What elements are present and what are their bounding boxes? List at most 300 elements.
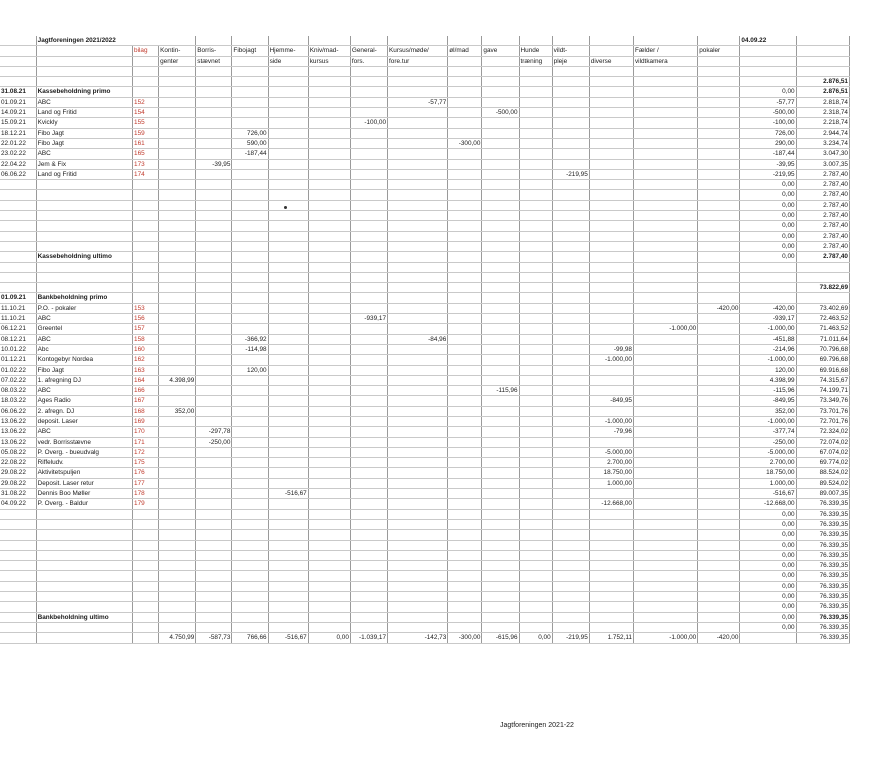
cell — [159, 416, 196, 426]
cell — [519, 602, 552, 612]
cell — [388, 66, 448, 76]
cell — [268, 118, 308, 128]
cell: -1.000,00 — [589, 416, 633, 426]
cell — [519, 108, 552, 118]
cell — [552, 36, 589, 46]
cell — [388, 489, 448, 499]
cell — [698, 602, 740, 612]
cell — [196, 447, 232, 457]
table-row — [0, 592, 850, 602]
cell: -5.000,00 — [589, 447, 633, 457]
cell: 23.02.22 — [0, 149, 36, 159]
cell — [448, 612, 482, 622]
cell: Abc — [36, 344, 132, 354]
table-row — [0, 478, 850, 488]
cell: -219,95 — [740, 169, 796, 179]
cell — [633, 272, 697, 282]
cell — [519, 66, 552, 76]
cell — [0, 540, 36, 550]
cell — [633, 293, 697, 303]
table-row — [0, 149, 850, 159]
cell — [589, 509, 633, 519]
cell — [159, 262, 196, 272]
cell — [36, 262, 132, 272]
cell — [133, 200, 159, 210]
cell — [519, 365, 552, 375]
cell — [268, 612, 308, 622]
cell: ABC — [36, 427, 132, 437]
cell: 0,00 — [740, 540, 796, 550]
cell — [698, 581, 740, 591]
cell — [482, 87, 519, 97]
cell — [196, 386, 232, 396]
cell — [519, 406, 552, 416]
cell — [232, 36, 268, 46]
cell — [519, 118, 552, 128]
table-row — [0, 324, 850, 334]
cell — [698, 324, 740, 334]
cell — [448, 519, 482, 529]
cell — [482, 314, 519, 324]
cell — [232, 396, 268, 406]
column-header — [133, 56, 159, 66]
cell — [589, 77, 633, 87]
cell — [159, 571, 196, 581]
cell — [698, 149, 740, 159]
cell — [552, 396, 589, 406]
cell: 0,00 — [740, 221, 796, 231]
cell — [589, 540, 633, 550]
table-row — [0, 334, 850, 344]
cell — [232, 293, 268, 303]
cell — [388, 561, 448, 571]
cell — [552, 571, 589, 581]
cell — [388, 458, 448, 468]
cell: 72.324,02 — [796, 427, 849, 437]
cell — [448, 447, 482, 457]
cell — [482, 180, 519, 190]
cell — [350, 489, 387, 499]
cell — [232, 118, 268, 128]
cell — [589, 314, 633, 324]
cell — [159, 169, 196, 179]
cell — [448, 314, 482, 324]
cell — [308, 108, 350, 118]
cell — [552, 416, 589, 426]
cell — [698, 519, 740, 529]
cell: 726,00 — [740, 128, 796, 138]
cell — [698, 540, 740, 550]
cell — [552, 344, 589, 354]
cell — [388, 550, 448, 560]
cell — [159, 458, 196, 468]
cell — [482, 221, 519, 231]
cell — [388, 262, 448, 272]
cell — [308, 97, 350, 107]
cell: -939,17 — [350, 314, 387, 324]
cell — [196, 169, 232, 179]
cell — [133, 87, 159, 97]
cell — [633, 221, 697, 231]
cell — [232, 375, 268, 385]
cell — [159, 581, 196, 591]
cell — [589, 386, 633, 396]
cell: 06.06.22 — [0, 406, 36, 416]
cell — [482, 293, 519, 303]
cell — [633, 602, 697, 612]
cell — [552, 159, 589, 169]
cell — [519, 303, 552, 313]
cell — [133, 540, 159, 550]
cell: 31.08.22 — [0, 489, 36, 499]
cell — [448, 66, 482, 76]
cell — [268, 314, 308, 324]
cell — [633, 437, 697, 447]
cell: -79,96 — [589, 427, 633, 437]
cell: Fibo Jagt — [36, 128, 132, 138]
cell — [552, 241, 589, 251]
cell — [740, 66, 796, 76]
cell — [519, 447, 552, 457]
cell: 179 — [133, 499, 159, 509]
cell — [196, 375, 232, 385]
column-header — [232, 56, 268, 66]
cell — [633, 386, 697, 396]
cell — [698, 489, 740, 499]
cell — [698, 427, 740, 437]
cell — [196, 77, 232, 87]
cell: 71.463,52 — [796, 324, 849, 334]
table-row — [0, 128, 850, 138]
cell — [196, 252, 232, 262]
column-header: pleje — [552, 56, 589, 66]
cell — [350, 200, 387, 210]
cell — [388, 108, 448, 118]
cell — [268, 190, 308, 200]
cell — [232, 427, 268, 437]
sheet-date: 04.09.22 — [740, 36, 796, 46]
cell: -1.039,17 — [350, 633, 387, 643]
cell — [350, 509, 387, 519]
cell — [308, 396, 350, 406]
cell — [36, 581, 132, 591]
cell — [552, 66, 589, 76]
cell — [350, 540, 387, 550]
cell: 06.12.21 — [0, 324, 36, 334]
cell — [350, 159, 387, 169]
cell — [232, 108, 268, 118]
cell: deposit. Laser — [36, 416, 132, 426]
cell — [308, 241, 350, 251]
cell: 152 — [133, 97, 159, 107]
cell — [133, 581, 159, 591]
cell — [448, 489, 482, 499]
cell — [268, 252, 308, 262]
cell: 01.12.21 — [0, 355, 36, 365]
cell — [740, 272, 796, 282]
cell — [698, 190, 740, 200]
cell — [232, 437, 268, 447]
cell — [698, 416, 740, 426]
cell — [388, 437, 448, 447]
cell: -39,95 — [196, 159, 232, 169]
cell — [350, 344, 387, 354]
cell: 1.000,00 — [589, 478, 633, 488]
cell — [482, 602, 519, 612]
cell — [36, 550, 132, 560]
cell — [698, 530, 740, 540]
cell — [308, 386, 350, 396]
cell — [519, 550, 552, 560]
cell — [350, 293, 387, 303]
cell — [268, 509, 308, 519]
cell — [308, 612, 350, 622]
cell: -1.000,00 — [740, 416, 796, 426]
table-row — [0, 437, 850, 447]
cell — [448, 355, 482, 365]
cell — [268, 221, 308, 231]
cell — [159, 396, 196, 406]
table-row — [0, 509, 850, 519]
cell — [552, 427, 589, 437]
cell — [232, 231, 268, 241]
cell: -849,95 — [589, 396, 633, 406]
table-row — [0, 211, 850, 221]
cell — [448, 375, 482, 385]
cell — [0, 550, 36, 560]
table-row — [0, 375, 850, 385]
cell — [196, 211, 232, 221]
cell — [448, 169, 482, 179]
cell — [308, 499, 350, 509]
cell — [232, 612, 268, 622]
column-header: træning — [519, 56, 552, 66]
cell — [133, 592, 159, 602]
cell: 3.007,35 — [796, 159, 849, 169]
cell — [796, 272, 849, 282]
cell — [448, 272, 482, 282]
cell — [519, 77, 552, 87]
cell — [232, 561, 268, 571]
cell: 73.402,69 — [796, 303, 849, 313]
cell — [519, 355, 552, 365]
cell — [698, 221, 740, 231]
cell — [448, 530, 482, 540]
cell — [268, 344, 308, 354]
cell — [448, 190, 482, 200]
cell — [350, 128, 387, 138]
cell — [133, 519, 159, 529]
cell — [133, 509, 159, 519]
table-row — [0, 355, 850, 365]
cell: 2.787,40 — [796, 231, 849, 241]
cell — [633, 581, 697, 591]
cell — [633, 159, 697, 169]
cell — [0, 66, 36, 76]
cell — [0, 581, 36, 591]
cell: 0,00 — [740, 211, 796, 221]
cell — [36, 211, 132, 221]
cell — [232, 581, 268, 591]
table-row — [0, 87, 850, 97]
cell — [159, 550, 196, 560]
cell — [232, 530, 268, 540]
cell — [196, 365, 232, 375]
cell: 2.876,51 — [796, 87, 849, 97]
cell — [633, 138, 697, 148]
cell: ABC — [36, 97, 132, 107]
cell — [196, 87, 232, 97]
cell: 70.796,68 — [796, 344, 849, 354]
cell — [633, 458, 697, 468]
cell — [388, 622, 448, 632]
cell — [448, 602, 482, 612]
cell — [196, 108, 232, 118]
cell — [388, 118, 448, 128]
cell — [633, 252, 697, 262]
table-row — [0, 365, 850, 375]
cell — [268, 77, 308, 87]
cell: 154 — [133, 108, 159, 118]
cell — [232, 386, 268, 396]
cell — [633, 561, 697, 571]
cell — [159, 365, 196, 375]
cell — [482, 344, 519, 354]
cell: -84,96 — [388, 334, 448, 344]
cell — [589, 375, 633, 385]
cell: 160 — [133, 344, 159, 354]
cell — [519, 149, 552, 159]
cell — [232, 200, 268, 210]
column-header: Fibojagt — [232, 46, 268, 56]
cell: 4.398,99 — [740, 375, 796, 385]
cell: Fibo Jagt — [36, 365, 132, 375]
cell: 4.398,99 — [159, 375, 196, 385]
cell — [350, 396, 387, 406]
cell — [519, 169, 552, 179]
cell: 178 — [133, 489, 159, 499]
table-row — [0, 633, 850, 643]
cell — [698, 447, 740, 457]
cell — [159, 180, 196, 190]
cell — [196, 581, 232, 591]
cell — [196, 416, 232, 426]
title-row — [0, 36, 850, 46]
cell — [482, 262, 519, 272]
cell — [350, 365, 387, 375]
cell: 168 — [133, 406, 159, 416]
column-header: Kontin- — [159, 46, 196, 56]
cell — [552, 149, 589, 159]
column-header: side — [268, 56, 308, 66]
cell — [519, 138, 552, 148]
cell — [388, 592, 448, 602]
cell — [36, 540, 132, 550]
cell — [388, 478, 448, 488]
cell — [519, 97, 552, 107]
table-row — [0, 530, 850, 540]
cell — [308, 355, 350, 365]
cell — [159, 159, 196, 169]
table-row — [0, 396, 850, 406]
cell: 13.06.22 — [0, 427, 36, 437]
cell — [268, 159, 308, 169]
cell — [633, 396, 697, 406]
cell — [698, 128, 740, 138]
cell — [552, 231, 589, 241]
cell — [159, 324, 196, 334]
cell — [268, 283, 308, 293]
cell — [633, 118, 697, 128]
column-header: Hjemme- — [268, 46, 308, 56]
cell — [268, 406, 308, 416]
cell: 352,00 — [740, 406, 796, 416]
cell: 76.339,35 — [796, 633, 849, 643]
cell — [159, 530, 196, 540]
table-row — [0, 108, 850, 118]
cell — [308, 231, 350, 241]
cell — [133, 272, 159, 282]
cell: 2.218,74 — [796, 118, 849, 128]
cell: -300,00 — [448, 633, 482, 643]
cell: 76.339,35 — [796, 602, 849, 612]
cell — [589, 622, 633, 632]
cell: -300,00 — [448, 138, 482, 148]
cell — [448, 365, 482, 375]
cell — [36, 283, 132, 293]
cell: 76.339,35 — [796, 612, 849, 622]
table-row — [0, 519, 850, 529]
cell — [482, 499, 519, 509]
cell — [698, 180, 740, 190]
cell — [133, 190, 159, 200]
cell — [482, 468, 519, 478]
cell: 3.047,30 — [796, 149, 849, 159]
cell — [589, 550, 633, 560]
cell — [268, 581, 308, 591]
cell — [633, 499, 697, 509]
cell: -849,95 — [740, 396, 796, 406]
cell — [159, 128, 196, 138]
cell — [552, 211, 589, 221]
cell — [633, 36, 697, 46]
cell — [268, 561, 308, 571]
cell — [589, 180, 633, 190]
cell — [589, 149, 633, 159]
cell: -100,00 — [740, 118, 796, 128]
cell: 174 — [133, 169, 159, 179]
cell — [308, 293, 350, 303]
cell: ABC — [36, 334, 132, 344]
cell — [633, 262, 697, 272]
cell — [698, 458, 740, 468]
cell — [589, 324, 633, 334]
cell — [482, 437, 519, 447]
cell: 01.09.21 — [0, 97, 36, 107]
cell — [448, 180, 482, 190]
cell — [552, 365, 589, 375]
cell: 171 — [133, 437, 159, 447]
cell — [633, 612, 697, 622]
column-header: gave — [482, 46, 519, 56]
cell — [589, 571, 633, 581]
table-row — [0, 118, 850, 128]
cell: 153 — [133, 303, 159, 313]
cell: Bankbeholdning ultimo — [36, 612, 132, 622]
cell: Deposit. Laser retur — [36, 478, 132, 488]
cell — [388, 77, 448, 87]
cell — [232, 571, 268, 581]
